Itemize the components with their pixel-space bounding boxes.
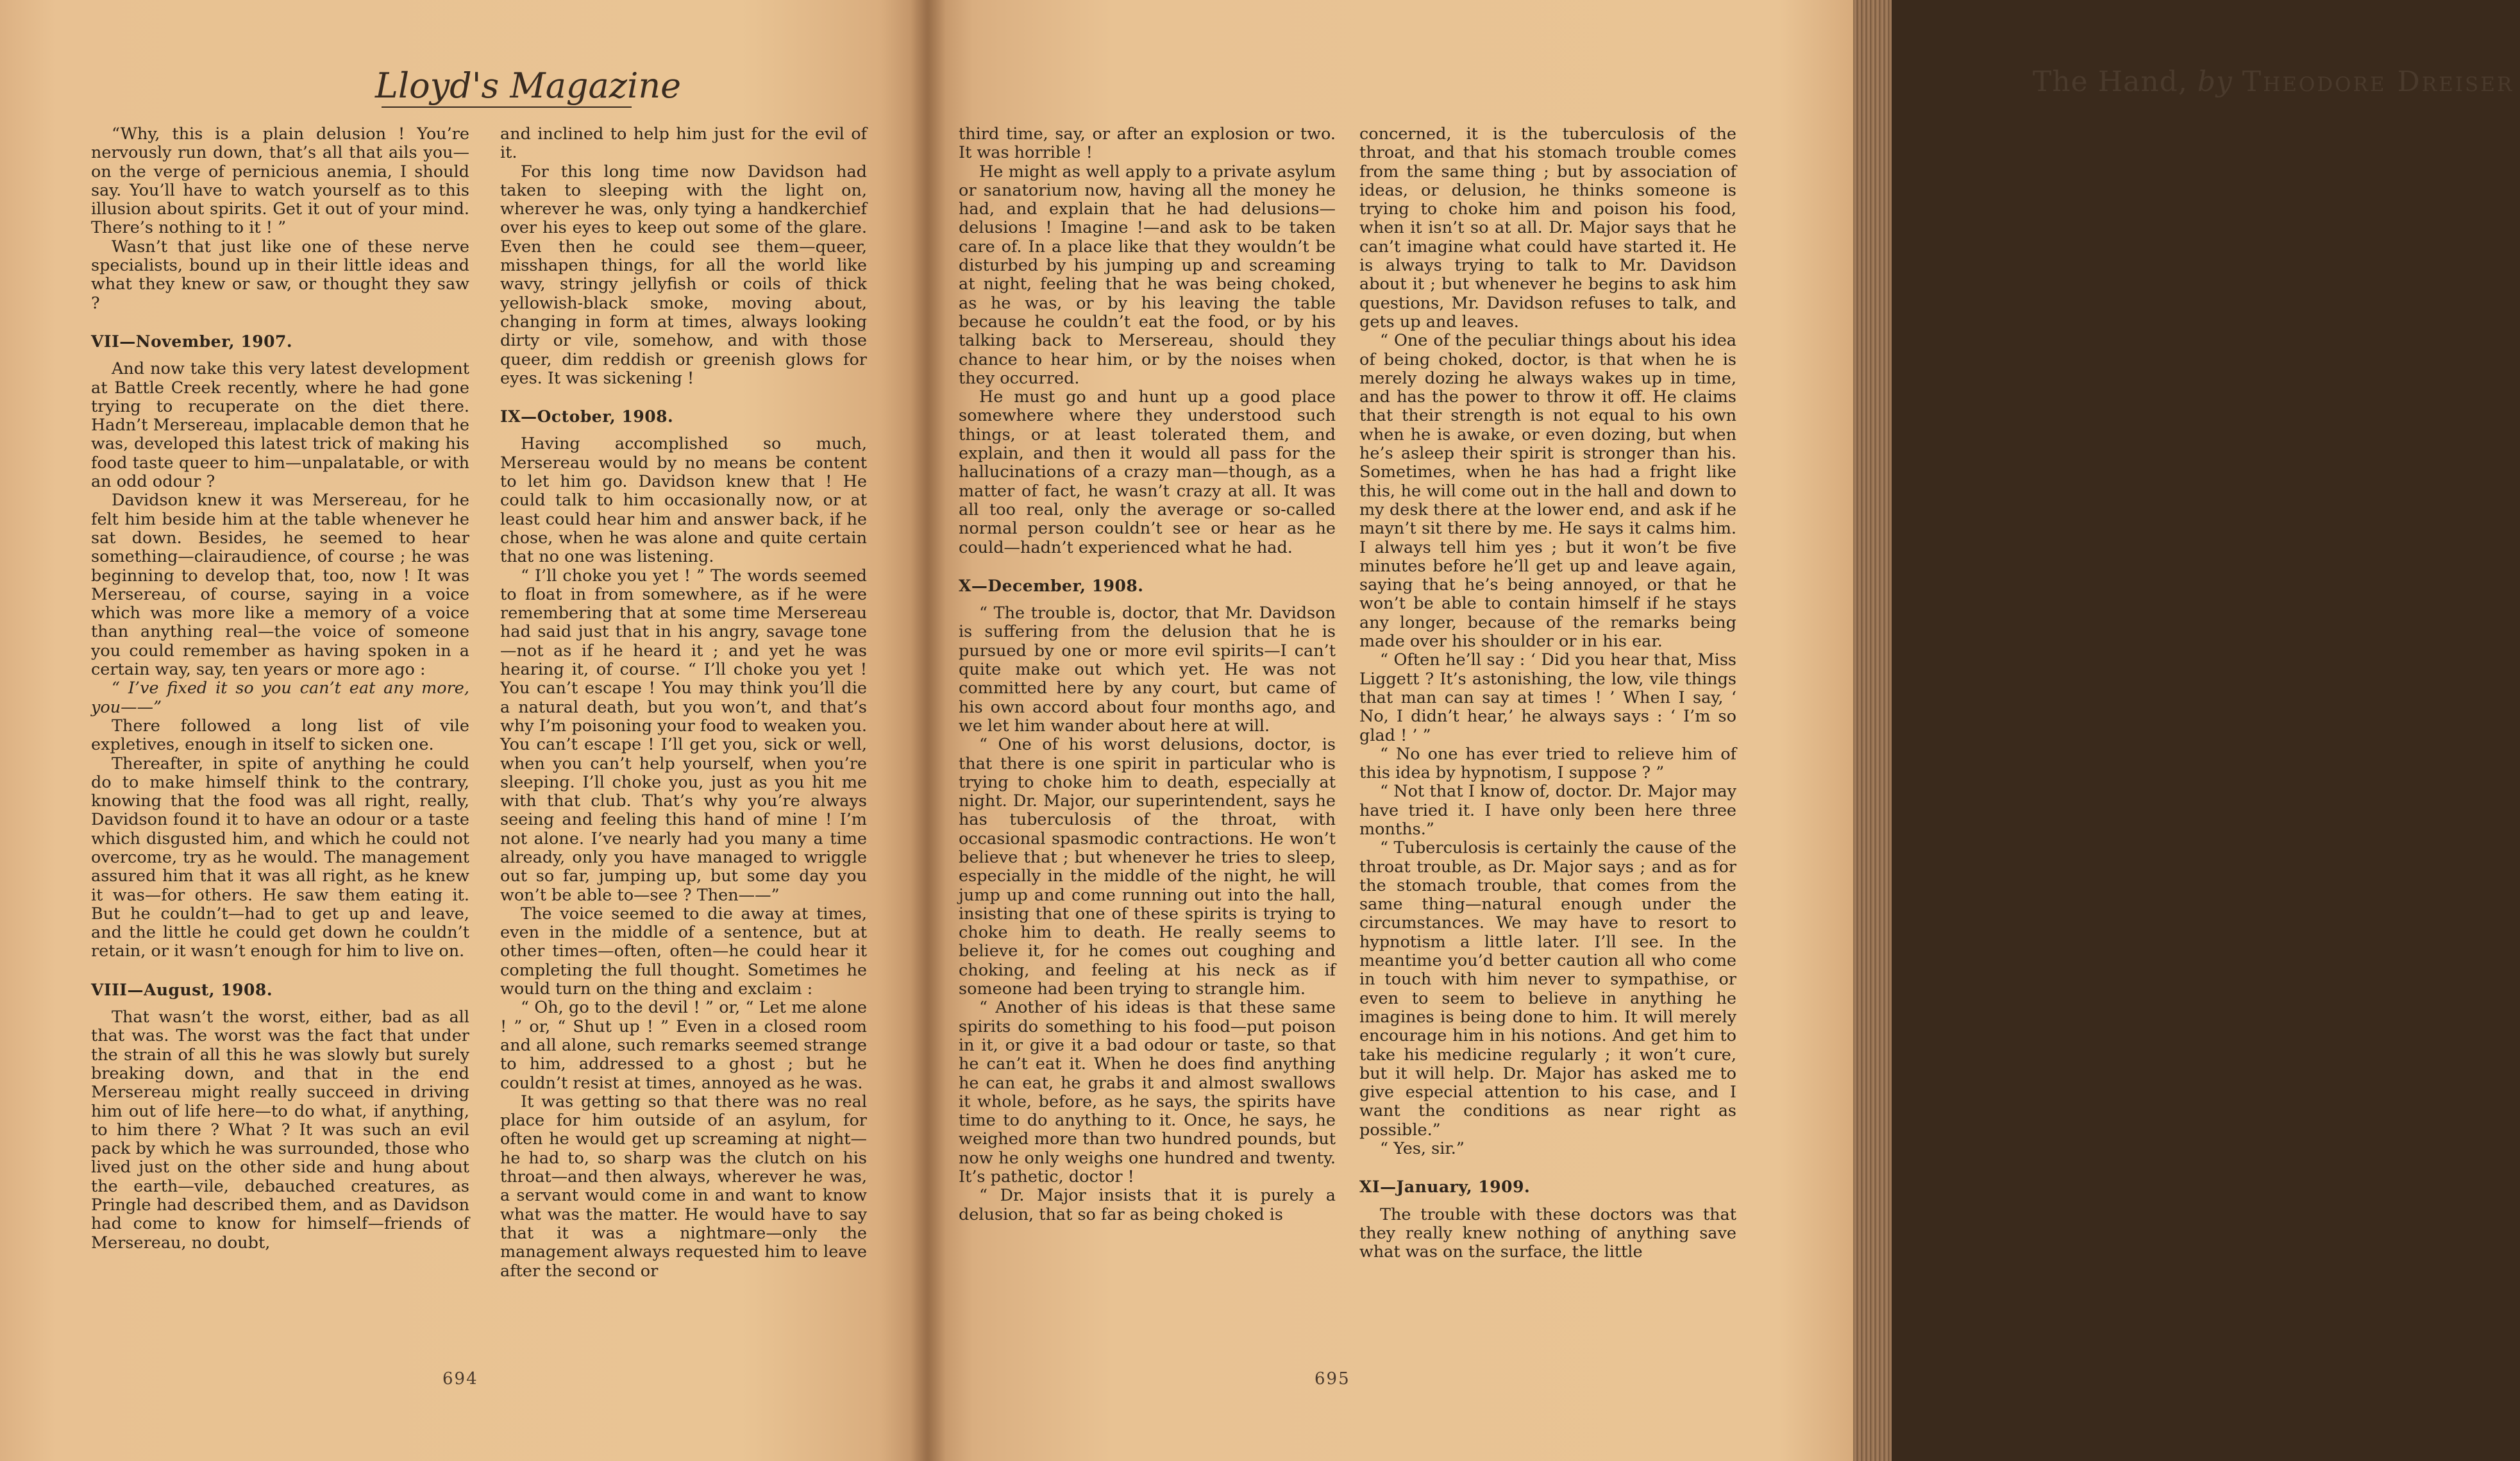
column-2 (500, 125, 867, 1344)
paragraph: He might as well apply to a private asylum or sanatorium now, having all the money he had, and explain that he had delusions—delusions ! Imagine !—and ask to be taken care of. In a place like that they wouldn’t be disturbed by his jumping up and screaming at night, feeling that he was being choked, as he was, or by his leaving the table because he couldn’t eat the food, or by his talking back to Mersereau, should they chance to hear him, or by the noises when they occurred. (959, 162, 1336, 388)
paragraph: “ Yes, sir.” (1380, 1139, 1465, 1159)
section-heading: VIII—August, 1908. (91, 980, 273, 999)
paragraph: Having accomplished so much, Mersereau would by no means be content to let him go. Davidson knew that ! He could talk to him occasionally now, or at least could hear him and answer back, if he chose, when he was alone and quite certain that no one was listening. (500, 434, 867, 567)
paragraph: “ The trouble is, doctor, that Mr. Davidson is suffering from the delusion that he is pursued by one or more evil spirits—I can’t quite make out which yet. He was not committed here by any court, but came of his own accord about four months ago, and we let him wander about here at will. (959, 604, 1336, 736)
paragraph: “ Another of his ideas is that these same spirits do something to his food—put poison in it, or give it a bad odour or taste, so that he can’t eat it. When he does find anything he can eat, he grabs it and almost swallows it whole, before, as he says, the spirits have time to do anything to it. Once, he says, he weighed more than two hundred pounds, but now he only weighs one hundred and twenty. It’s pathetic, doctor ! (959, 998, 1336, 1187)
page-number-right: 695 (1315, 1369, 1350, 1389)
section-heading: XI—January, 1909. (1359, 1178, 1531, 1197)
byline-by: by (2197, 65, 2233, 98)
paragraph: That wasn’t the worst, either, bad as all that was. The worst was the fact that under the strain of all this he was slowly but surely breaking down, and that in the end Mersereau might really succeed in driving him out of life here—to do what, if anything, to him there ? What ? It was such an evil pack by which he was surrounded, those who lived just on the other side and hung about the earth—vile, debauched creatures, as Pringle had described them, and as Davidson had come to know for himself—friends of Mersereau, no doubt, (91, 1008, 469, 1253)
column-3 (959, 125, 1336, 1344)
paragraph: The voice seemed to die away at times, even in the middle of a sentence, but at other times—often, often—he could hear it completing the full thought. Sometimes he would turn on the thing and exclaim : (500, 904, 867, 999)
paragraph: It was getting so that there was no real place for him outside of an asylum, for often he would get up screaming at night—he had to, so sharp was the clutch on his throat—and then always, wherever he was, a servant would come in and want to know what was the matter. He would have to say that it was a nightmare—only the management always requested him to leave after the second or (500, 1092, 867, 1281)
masthead (375, 65, 682, 117)
paragraph: The trouble with these doctors was that they really knew nothing of anything save what was on the surface, the little (1359, 1204, 1736, 1262)
binding-gutter (911, 0, 946, 1461)
column-1 (91, 125, 469, 1344)
story-title: The Hand, (2033, 65, 2188, 98)
paragraph: He must go and hunt up a good place somewhere where they understood such things, or at least tolerated them, and explain, and then it would all pass for the hallucinations of a crazy man—though, as a matter of fact, he wasn’t crazy at all. It was all too real, only the average or so-called normal person couldn’t see or hear as he could—hadn’t experienced what he had. (959, 387, 1336, 557)
section-heading: X—December, 1908. (959, 576, 1144, 595)
column-4 (1359, 125, 1736, 1344)
paragraph: And now take this very latest development at Battle Creek recently, where he had gone trying to recuperate on the diet there. Hadn’t Mersereau, implacable demon that he was, developed this latest trick of making his food taste queer to him—unpalatable, or with an odd odour ? (91, 359, 469, 492)
running-head (2033, 65, 2520, 104)
paragraph: “Why, this is a plain delusion ! You’re nervously run down, that’s all that ails you—on the verge of pernicious anemia, I should say. You’ll have to watch yourself as to this illusion about spirits. Get it out of your mind. There’s nothing to it ! ” (91, 124, 469, 238)
section-heading: VII—November, 1907. (91, 332, 293, 351)
left-page (0, 0, 927, 1461)
paragraph: “ One of the peculiar things about his idea of being choked, doctor, is that when he is merely dozing he always wakes up in time, and has the power to throw it off. He claims that their strength is not equal to his own when he is awake, or even dozing, but when he’s asleep their spirit is stronger than his. Sometimes, when he has had a fright like this, he will come out in the hall and down to my desk there at the lower end, and ask if he mayn’t sit there by me. He says it calms him. I always tell him yes ; but it won’t be five minutes before he’ll get up and leave again, saying that he’s being annoyed, or that he won’t be able to contain himself if he stays any longer, because of the remarks being made over his shoulder or in his ear. (1359, 331, 1736, 652)
paragraph: concerned, it is the tuberculosis of the throat, and that his stomach trouble comes from the same thing ; but by association of ideas, or delusion, he thinks someone is trying to choke him and poison his food, when it isn’t so at all. Dr. Major says that he can’t imagine what could have started it. He is always trying to talk to Mr. Davidson about it ; but whenever he begins to ask him questions, Mr. Davidson refuses to talk, and gets up and leaves. (1359, 124, 1736, 332)
paragraph: “ Oh, go to the devil ! ” or, “ Let me alone ! ” or, “ Shut up ! ” Even in a closed room and all alone, such remarks seemed strange to him, addressed to a ghost ; but he couldn’t resist at times, annoyed as he was. (500, 998, 867, 1093)
paragraph: “ Tuberculosis is certainly the cause of the throat trouble, as Dr. Major says ; and as for the stomach trouble, that comes from the same thing—natural enough under the circumstances. We may have to resort to hypnotism a little later. I’ll see. In the meantime you’d better caution all who come in touch with him never to sympathise, or even to seem to believe in anything he imagines is being done to him. It will merely encourage him in his notions. And get him to take his medicine regularly ; it won’t cure, but it will help. Dr. Major has asked me to give especial attention to his case, and I want the conditions as near right as possible.” (1359, 838, 1736, 1140)
section-heading: IX—October, 1908. (500, 407, 674, 426)
paragraph: “ I’ll choke you yet ! ” The words seemed to float in from somewhere, as if he were remembering that at some time Mersereau had said just that in his angry, savage tone—not as if he heard it ; and yet he was hearing it, of course. “ I’ll choke you yet ! You can’t escape ! You may think you’ll die a natural death, but you won’t, and that’s why I’m poisoning your food to weaken you. You can’t escape ! I’ll get you, sick or well, when you can’t help yourself, when you’re sleeping. I’ll choke you, just as you hit me with that club. That’s why you’re always seeing and feeling this hand of mine ! I’m not alone. I’ve nearly had you many a time already, only you have managed to wriggle out so far, jumping up, but some day you won’t be able to—see ? Then——” (500, 566, 867, 905)
paragraph: “ One of his worst delusions, doctor, is that there is one spirit in particular who is trying to choke him to death, especially at night. Dr. Major, our superintendent, says he has tuberculosis of the throat, with occasional spasmodic contractions. He won’t believe that ; but whenever he tries to sleep, especially in the middle of the night, he will jump up and come running out into the hall, insisting that one of these spirits is trying to choke him to death. He really seems to believe it, for he comes out coughing and choking, and feeling at his neck as if someone had been trying to strangle him. (959, 735, 1336, 999)
paragraph: “ Not that I know of, doctor. Dr. Major may have tried it. I have only been here three months.” (1359, 782, 1736, 839)
paragraph: “ No one has ever tried to relieve him of this idea by hypnotism, I suppose ? ” (1359, 744, 1736, 783)
masthead-title: Lloyd's Magazine (375, 65, 682, 106)
paragraph: “ Often he’ll say : ‘ Did you hear that, Miss Liggett ? It’s astonishing, the low, vile things that man can say at times ! ’ When I say, ‘ No, I didn’t hear,’ he always says : ‘ I’m so glad ! ’ ” (1359, 650, 1736, 745)
page-fore-edge (1853, 0, 1892, 1461)
paragraph: third time, say, or after an explosion or two. It was horrible ! (959, 124, 1336, 163)
paragraph: “ Dr. Major insists that it is purely a delusion, that so far as being choked is (959, 1186, 1336, 1224)
paragraph: Wasn’t that just like one of these nerve specialists, bound up in their little ideas and what they knew or saw, or thought they saw ? (91, 237, 469, 313)
paragraph: Thereafter, in spite of anything he could do to make himself think to the contrary, knowing that the food was all right, really, Davidson found it to have an odour or a taste which disgusted him, and which he could not overcome, try as he would. The management assured him that it was all right, as he knew it was—for others. He saw them eating it. But he couldn’t—had to get up and leave, and the little he could get down he couldn’t retain, or it wasn’t enough for him to live on. (91, 754, 469, 961)
paragraph: For this long time now Davidson had taken to sleeping with the light on, wherever he was, only tying a handkerchief over his eyes to keep out some of the glare. Even then he could see them—queer, misshapen things, for all the world like wavy, stringy jellyfish or coils of thick yellowish-black smoke, moving about, changing in form at times, always looking dirty or vile, somehow, and with those queer, dim reddish or greenish glows for eyes. It was sickening ! (500, 162, 867, 388)
paragraph: There followed a long list of vile expletives, enough in itself to sicken one. (91, 716, 469, 755)
paragraph: “ I’ve fixed it so you can’t eat any more, you——” (91, 679, 469, 717)
page-number-left: 694 (442, 1369, 478, 1389)
masthead-underline (382, 106, 632, 108)
paragraph: and inclined to help him just for the evil of it. (500, 124, 867, 163)
paragraph: Davidson knew it was Mersereau, for he felt him beside him at the table whenever he sat down. Besides, he seemed to hear something—clairaudience, of course ; he was beginning to develop that, too, now ! It was Mersereau, of course, saying in a voice which was more like a memory of a voice than anything real—the voice of someone you could remember as having spoken in a certain way, say, ten years or more ago : (91, 491, 469, 680)
author-name: Theodore Dreiser (2242, 65, 2514, 98)
